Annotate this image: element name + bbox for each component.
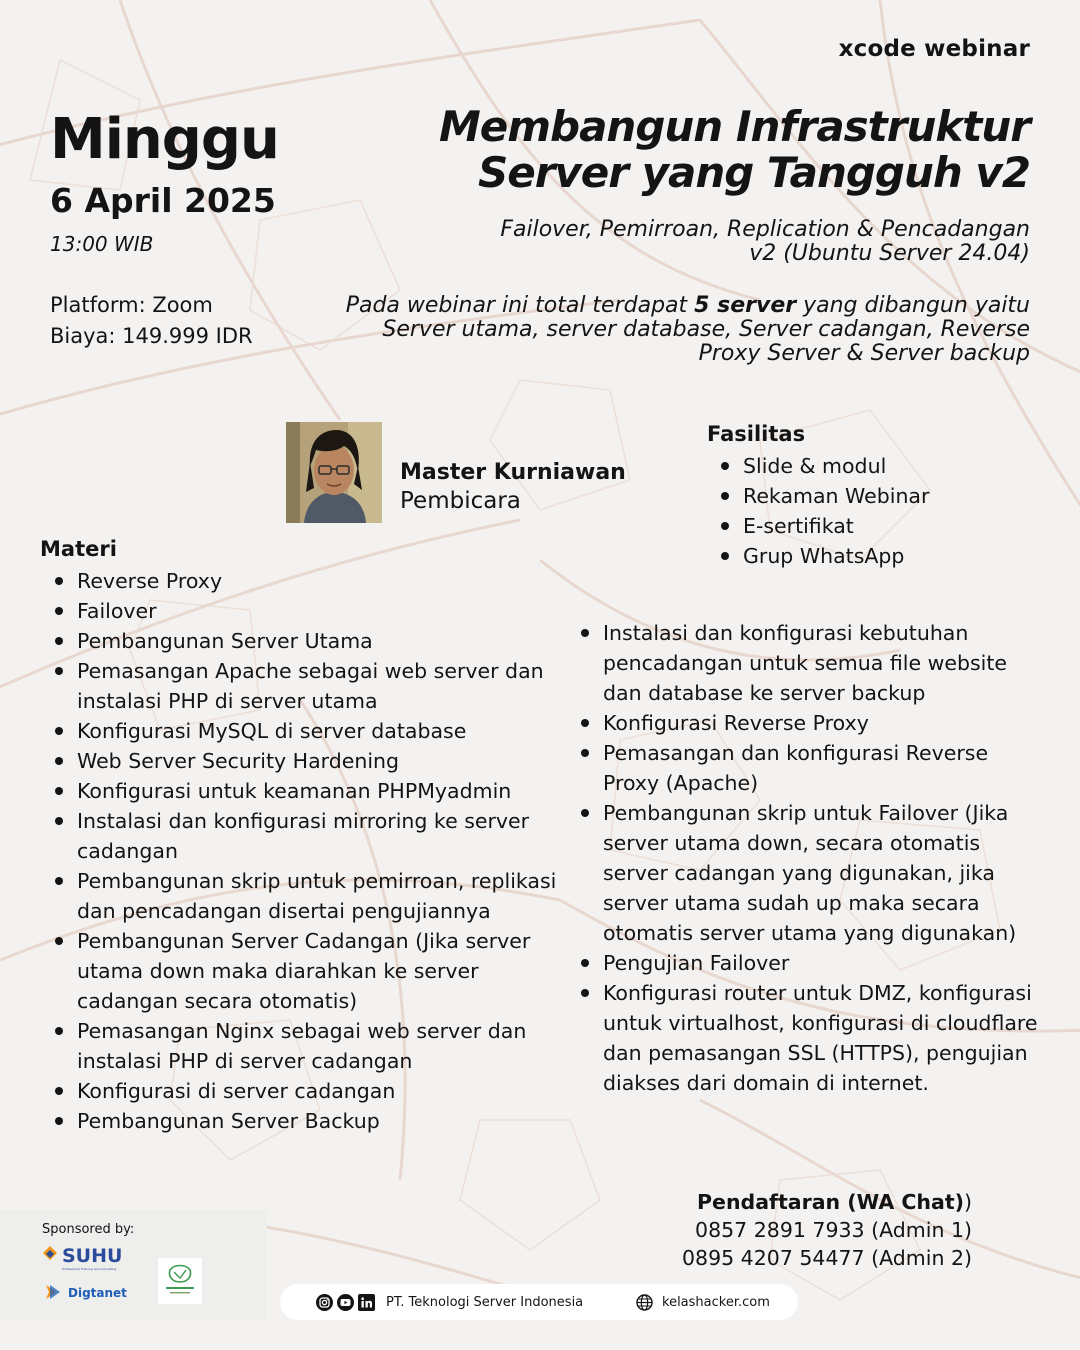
materi-item: Pembangunan Server Utama [40, 626, 560, 656]
webinar-subtitle: Failover, Pemirroan, Replication & Pencadangan v2 (Ubuntu Server 24.04) [500, 217, 1030, 266]
materi-item: Pemasangan Apache sebagai web server dan instalasi PHP di server utama [40, 656, 560, 716]
svg-text:SUHU: SUHU [62, 1245, 122, 1267]
materi-item: Konfigurasi Reverse Proxy [566, 708, 1050, 738]
materi-item: Konfigurasi di server cadangan [40, 1076, 560, 1106]
materi-item: Pembangunan Server Cadangan (Jika server utama down maka diarahkan ke server cadangan secara otomatis) [40, 926, 560, 1016]
event-cost: Biaya: 149.999 IDR [50, 324, 253, 348]
materi-item: Pemasangan Nginx sebagai web server dan instalasi PHP di server cadangan [40, 1016, 560, 1076]
materi-item: Konfigurasi router untuk DMZ, konfigurasi untuk virtualhost, konfigurasi di cloudflare dan pemasangan SSL (HTTPS), pengujian diakses dari domain di internet. [566, 978, 1050, 1098]
website-link[interactable]: kelashacker.com [662, 1295, 770, 1310]
facility-item: Rekaman Webinar [706, 481, 929, 511]
registration-admin2[interactable]: 0895 4207 54477 (Admin 2) [682, 1246, 972, 1270]
materi-item: Instalasi dan konfigurasi mirroring ke server cadangan [40, 806, 560, 866]
webinar-title-line2: Server yang Tangguh v2 [477, 148, 1030, 197]
organization-name: PT. Teknologi Server Indonesia [386, 1295, 584, 1310]
digtanet-logo [44, 1282, 134, 1302]
speaker-name: Master Kurniawan [400, 460, 626, 485]
linkedin-icon[interactable] [358, 1294, 375, 1311]
description-text: Pada webinar ini total terdapat [345, 293, 695, 318]
webinar-title-line1: Membangun Infrastruktur [438, 102, 1030, 151]
materi-item: Failover [40, 596, 560, 626]
event-time: 13:00 WIB [50, 232, 154, 256]
facilities-list [706, 451, 929, 571]
description-text-rest: yang dibangun yaitu Server utama, server database, Server cadangan, Reverse Proxy Server & Server backup [382, 293, 1030, 366]
sponsor-emblem-logo [158, 1258, 202, 1304]
materi-item: Web Server Security Hardening [40, 746, 560, 776]
materi-item: Instalasi dan konfigurasi kebutuhan pencadangan untuk semua file website dan database ke server backup [566, 618, 1050, 708]
facility-item: Grup WhatsApp [706, 541, 929, 571]
event-platform: Platform: Zoom [50, 293, 213, 317]
materi-item: Pembangunan skrip untuk Failover (Jika server utama down, secara otomatis server cadangan yang digunakan, jika server utama sudah up maka secara otomatis server utama yang digunakan) [566, 798, 1050, 948]
facility-item: E-sertifikat [706, 511, 929, 541]
event-date: 6 April 2025 [50, 181, 276, 220]
event-info [50, 290, 253, 352]
instagram-icon[interactable] [316, 1294, 333, 1311]
materi-item: Pengujian Failover [566, 948, 1050, 978]
registration-heading: Pendaftaran (WA Chat) [697, 1190, 964, 1214]
materi-list-continued [566, 618, 1050, 1098]
speaker-role: Pembicara [400, 488, 521, 514]
materi-item: Konfigurasi MySQL di server database [40, 716, 560, 746]
sponsor-label: Sponsored by: [42, 1222, 135, 1237]
registration-title [682, 1188, 972, 1216]
materi-item: Pembangunan skrip untuk pemirroan, replikasi dan pencadangan disertai pengujiannya [40, 866, 560, 926]
materi-item: Pemasangan dan konfigurasi Reverse Proxy (Apache) [566, 738, 1050, 798]
brand-name: xcode webinar [838, 36, 1030, 62]
registration-block [682, 1188, 972, 1272]
svg-text:Professional Training and Cons: Professional Training and Consulting [62, 1267, 117, 1271]
description-highlight: 5 server [694, 293, 797, 318]
registration-admin1[interactable]: 0857 2891 7933 (Admin 1) [695, 1218, 972, 1242]
facilities-heading: Fasilitas [707, 422, 806, 446]
webinar-title [390, 104, 1030, 196]
speaker-photo [286, 422, 382, 523]
materi-item: Reverse Proxy [40, 566, 560, 596]
youtube-icon[interactable] [337, 1294, 354, 1311]
materi-item: Pembangunan Server Backup [40, 1106, 560, 1136]
suhu-logo [42, 1244, 122, 1272]
facility-item: Slide & modul [706, 451, 929, 481]
webinar-description [330, 294, 1030, 366]
svg-text:Digtanet: Digtanet [68, 1286, 127, 1300]
materi-list [40, 566, 560, 1136]
materi-item: Konfigurasi untuk keamanan PHPMyadmin [40, 776, 560, 806]
event-day: Minggu [50, 107, 279, 172]
globe-icon [636, 1294, 653, 1311]
materi-heading: Materi [40, 537, 117, 561]
registration-paren: ) [964, 1190, 972, 1214]
